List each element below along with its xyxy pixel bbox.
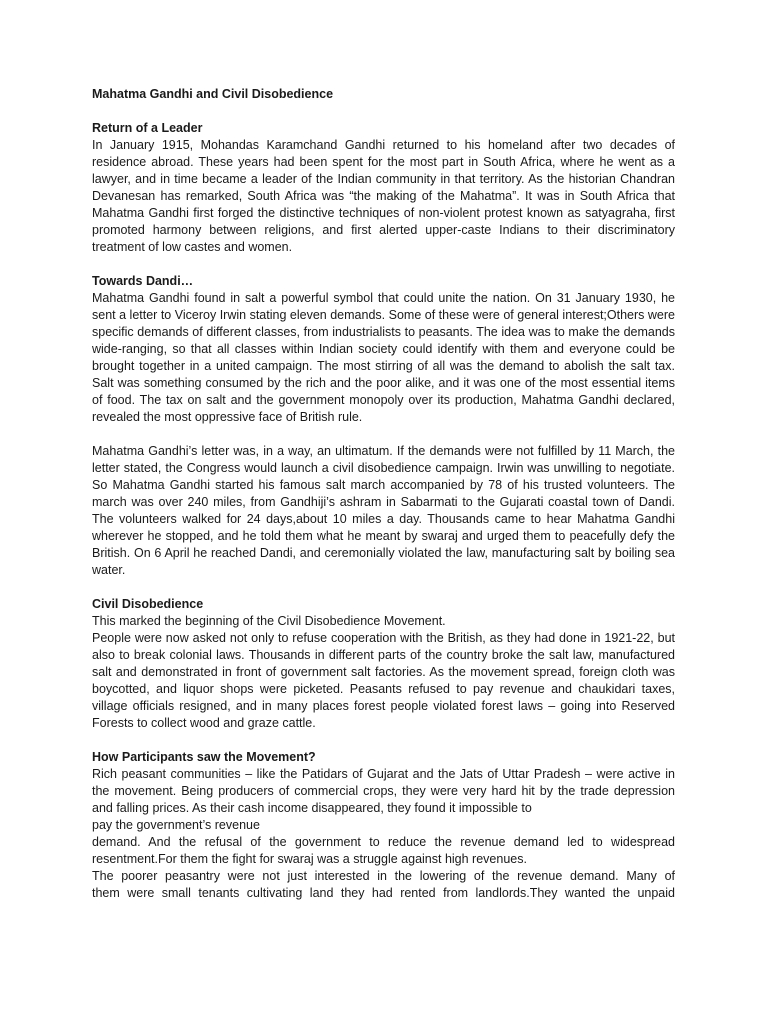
paragraph-line: them were small tenants cultivating land they had rented from landlords.They wanted the unpaid: [92, 886, 675, 900]
section-return-of-a-leader: [92, 120, 675, 256]
paragraph: In January 1915, Mohandas Karamchand Gandhi returned to his homeland after two decades of residence abroad. These years had been spent for the most part in South Africa, where he went as a lawyer, and in time became a leader of the Indian community in that territory. As the historian Chandran Devanesan has remarked, South Africa was “the making of the Mahatma”. It was in South Africa that Mahatma Gandhi first forged the distinctive techniques of non-violent protest known as satyagraha, first promoted harmony between religions, and first alerted upper-caste Indians to their discriminatory treatment of low castes and women.: [92, 138, 675, 254]
section-heading: How Participants saw the Movement?: [92, 750, 316, 764]
paragraph: Mahatma Gandhi’s letter was, in a way, an ultimatum. If the demands were not fulfilled by 11 March, the letter stated, the Congress would launch a civil disobedience campaign. Irwin was unwilling to negotiate. So Mahatma Gandhi started his famous salt march accompanied by 78 of his trusted volunteers. The march was over 240 miles, from Gandhiji’s ashram in Sabarmati to the Gujarati coastal town of Dandi. The volunteers walked for 24 days,about 10 miles a day. Thousands came to hear Mahatma Gandhi wherever he stopped, and he told them what he meant by swaraj and urged them to peacefully defy the British. On 6 April he reached Dandi, and ceremonially violated the law, manufacturing salt by boiling sea water.: [92, 444, 675, 577]
section-heading: Return of a Leader: [92, 121, 203, 135]
section-civil-disobedience: [92, 596, 675, 732]
paragraph-line: The poorer peasantry were not just interested in the lowering of the revenue demand. Many of: [92, 869, 675, 883]
section-towards-dandi: [92, 273, 675, 579]
section-heading: Civil Disobedience: [92, 597, 204, 611]
paragraph: Mahatma Gandhi found in salt a powerful symbol that could unite the nation. On 31 January 1930, he sent a letter to Viceroy Irwin stating eleven demands. Some of these were of general interest;Others were specific demands of different classes, from industrialists to peasants. The idea was to make the demands wide-ranging, so that all classes within Indian society could identify with them and everyone could be brought together in a united campaign. The most stirring of all was the demand to abolish the salt tax. Salt was something consumed by the rich and the poor alike, and it was one of the most essential items of food. The tax on salt and the government monopoly over its production, Mahatma Gandhi declared, revealed the most oppressive face of British rule.: [92, 291, 675, 424]
paragraph: People were now asked not only to refuse cooperation with the British, as they had done in 1921-22, but also to break colonial laws. Thousands in different parts of the country broke the salt law, manufactured salt and demonstrated in front of government salt factories. As the movement spread, foreign cloth was boycotted, and liquor shops were picketed. Peasants refused to pay revenue and chaukidari taxes, village officials resigned, and in many places forest people violated forest laws – going into Reserved Forests to collect wood and graze cattle.: [92, 631, 675, 730]
paragraph: Rich peasant communities – like the Patidars of Gujarat and the Jats of Uttar Pradesh – were active in the movement. Being producers of commercial crops, they were very hard hit by the trade depression and falling prices. As their cash income disappeared, they found it impossible to: [92, 767, 675, 815]
document-title: Mahatma Gandhi and Civil Disobedience: [92, 87, 334, 101]
paragraph: demand. And the refusal of the government to reduce the revenue demand led to widespread resentment.For them the fight for swaraj was a struggle against high revenues.: [92, 835, 675, 866]
paragraph-line: This marked the beginning of the Civil Disobedience Movement.: [92, 614, 446, 628]
section-how-participants-saw-the-movement: [92, 749, 675, 902]
paragraph-line: pay the government’s revenue: [92, 818, 260, 832]
section-heading: Towards Dandi…: [92, 274, 194, 288]
